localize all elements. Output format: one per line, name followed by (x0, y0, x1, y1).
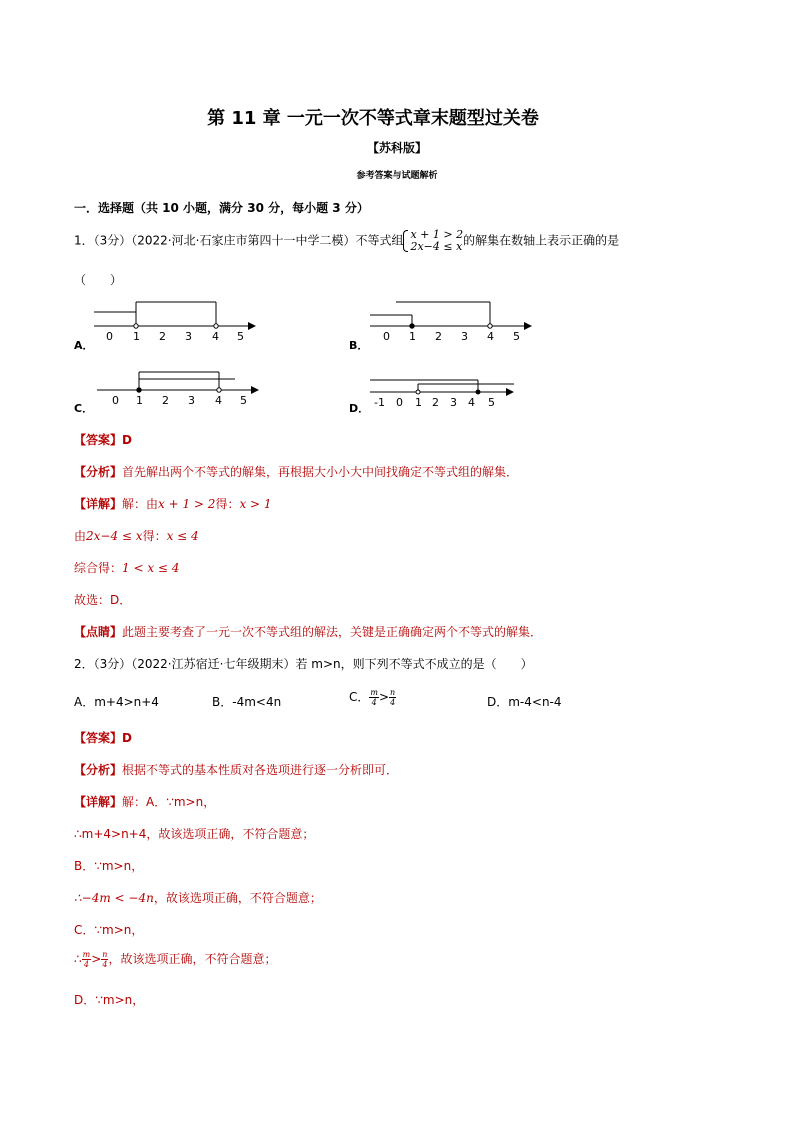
tick-label: 0 (112, 394, 119, 407)
detail-tag: 【详解】 (74, 497, 123, 511)
operator: > (91, 952, 102, 966)
answer-value: D (122, 731, 132, 745)
q2-detail-line3: B．∵m>n， (74, 859, 144, 873)
q1-option-c-label: C． (74, 402, 94, 415)
q2-detail-line7: D．∵m>n， (74, 993, 145, 1007)
tick-label: 5 (513, 330, 520, 343)
frac-num: n (102, 950, 108, 959)
fraction (389, 688, 396, 707)
tick-label: 4 (468, 396, 475, 409)
q1-option-d-label: D． (349, 402, 370, 415)
analysis-text: 首先解出两个不等式的解集，再根据大小小大中间找确定不等式组的解集． (122, 465, 519, 479)
tick-label: 0 (106, 330, 113, 343)
q2-analysis (74, 761, 398, 778)
q1-answer (74, 431, 132, 448)
q1-suffix: 的解集在数轴上表示正确的是 (463, 233, 620, 248)
analysis-text: 根据不等式的基本性质对各选项进行逐一分析即可． (122, 763, 399, 777)
tick-label: 1 (136, 394, 143, 407)
q2-detail-line1 (74, 793, 215, 810)
answer-note: 参考答案与试题解析 (356, 171, 438, 181)
tick-label: 0 (383, 330, 390, 343)
frac-den: 4 (390, 698, 396, 707)
detail-math: ∴−4m < −4n (74, 891, 154, 905)
answer-value: D (122, 433, 132, 447)
tick-label: 5 (488, 396, 495, 409)
comment-tag: 【点睛】 (74, 625, 123, 639)
detail-math: x + 1 > 2 (158, 497, 216, 511)
q2-detail-line5: C．∵m>n， (74, 923, 144, 937)
q2-detail-line6 (74, 950, 276, 969)
tick-label: 3 (188, 394, 195, 407)
operator: > (378, 690, 390, 704)
section-heading: 一．选择题（共 10 小题，满分 30 分，每小题 3 分） (74, 201, 369, 215)
detail-text: 得： (142, 529, 167, 543)
frac-num: m (82, 950, 91, 959)
q1-comment (74, 623, 542, 640)
q2-stem: 2．（3分）（2022·江苏宿迁·七年级期末）若 m>n，则下列不等式不成立的是（ ） (74, 657, 533, 671)
q2-option-b: B．-4m<4n (212, 695, 282, 709)
tick-label: -1 (374, 396, 385, 409)
tick-label: 2 (162, 394, 169, 407)
option-label: C． (349, 690, 370, 704)
q1-system (403, 229, 463, 253)
page-title: 第 11 章 一元一次不等式章末题型过关卷 (207, 108, 539, 129)
detail-math: x ≤ 4 (166, 529, 199, 543)
tick-label: 4 (212, 330, 219, 343)
tick-label: 2 (159, 330, 166, 343)
detail-math: x > 1 (239, 497, 272, 511)
detail-math: 2x−4 ≤ x (86, 529, 143, 543)
q2-detail-line4 (74, 889, 322, 906)
q1-sys-line1: x + 1 > 2 (410, 228, 464, 241)
q2-detail-line2: ∴m+4>n+4，故该选项正确，不符合题意； (74, 827, 315, 841)
detail-text: ，故该选项正确，不符合题意； (108, 952, 277, 966)
q1-detail-line1 (74, 495, 272, 512)
q1-detail-line3 (74, 559, 179, 576)
tick-label: 0 (396, 396, 403, 409)
tick-label: 5 (237, 330, 244, 343)
answer-tag: 【答案】 (74, 433, 123, 447)
tick-label: 3 (461, 330, 468, 343)
q1-analysis (74, 463, 518, 480)
tick-label: 2 (432, 396, 439, 409)
q1-option-b-label: B． (349, 339, 369, 352)
q2-option-c (349, 688, 396, 707)
detail-text: ，故该选项正确，不符合题意； (153, 891, 322, 905)
q1-prefix: 1．（3分）（2022·河北·石家庄市第四十一中学二模）不等式组 (74, 233, 404, 248)
tick-label: 1 (409, 330, 416, 343)
detail-tag: 【详解】 (74, 795, 123, 809)
tick-label: 1 (415, 396, 422, 409)
tick-label: 5 (240, 394, 247, 407)
tick-label: 4 (487, 330, 494, 343)
tick-label: 1 (133, 330, 140, 343)
frac-num: m (370, 688, 378, 697)
q1-detail-line4: 故选：D． (74, 593, 132, 607)
analysis-tag: 【分析】 (74, 763, 123, 777)
detail-text: 解：A．∵m>n， (122, 795, 216, 809)
answer-tag: 【答案】 (74, 731, 123, 745)
q1-option-d-numberline (366, 372, 536, 412)
q1-paren: （ ） (74, 273, 123, 287)
detail-math: 1 < x ≤ 4 (122, 561, 180, 575)
frac-num: n (390, 688, 396, 697)
q2-answer (74, 729, 132, 746)
detail-text: 解：由 (122, 497, 159, 511)
detail-text: 得： (215, 497, 240, 511)
q1-option-a-numberline (90, 298, 260, 346)
analysis-tag: 【分析】 (74, 465, 123, 479)
q1-option-c-numberline (93, 362, 263, 410)
detail-text: ∴ (74, 952, 82, 966)
tick-label: 3 (185, 330, 192, 343)
frac-den: 4 (102, 960, 108, 969)
q1-option-b-numberline (366, 298, 536, 346)
detail-text: 综合得： (74, 561, 123, 575)
tick-label: 2 (435, 330, 442, 343)
fraction (82, 950, 92, 969)
fraction (369, 688, 379, 707)
q2-option-a: A．m+4>n+4 (74, 695, 159, 709)
q1-sys-line2: 2x−4 ≤ x (410, 240, 463, 253)
tick-label: 3 (450, 396, 457, 409)
tick-label: 4 (215, 394, 222, 407)
frac-den: 4 (83, 960, 89, 969)
q1-detail-line2 (74, 527, 199, 544)
detail-text: 由 (74, 529, 87, 543)
frac-den: 4 (371, 698, 377, 707)
comment-text: 此题主要考查了一元一次不等式组的解法，关键是正确确定两个不等式的解集． (122, 625, 543, 639)
edition-label: 【苏科版】 (366, 141, 427, 155)
q2-option-d: D．m-4<n-4 (487, 695, 562, 709)
q1-stem (74, 229, 619, 253)
q1-option-a-label: A． (74, 339, 94, 352)
